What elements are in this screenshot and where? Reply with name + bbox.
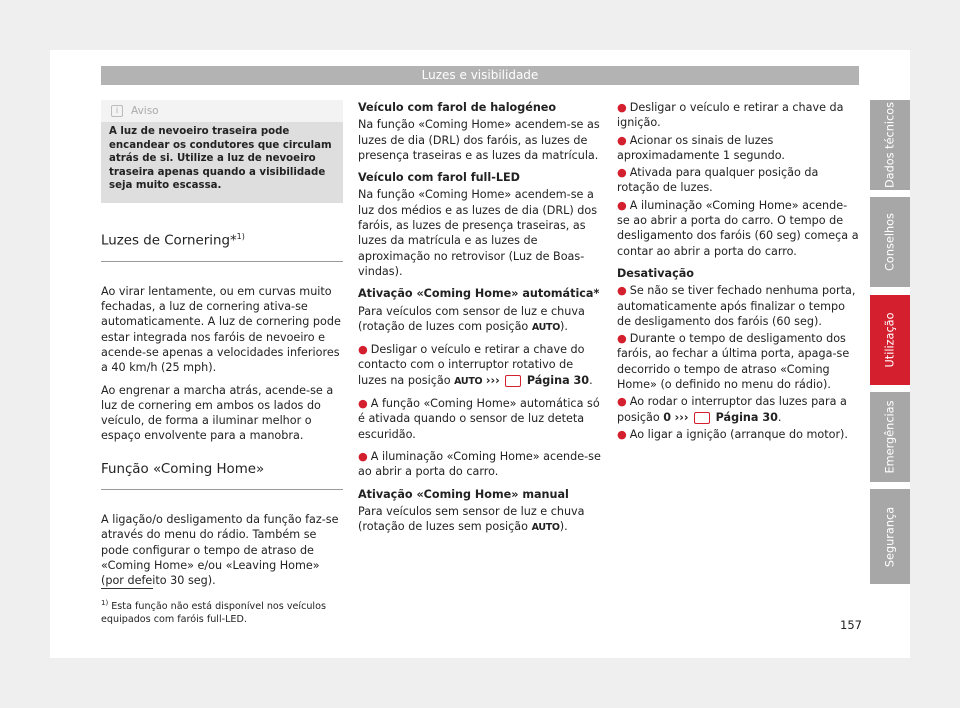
bullet-icon: ● — [617, 395, 627, 409]
book-icon[interactable] — [505, 375, 521, 387]
footnote-divider — [101, 588, 153, 589]
bullet-icon: ● — [617, 133, 627, 147]
subheading: Veículo com farol full-LED — [358, 171, 520, 185]
off-symbol: 0 — [663, 410, 672, 424]
warning-label: Aviso — [131, 105, 159, 117]
bullet-icon: ● — [617, 332, 627, 346]
list-item: ● Durante o tempo de desligamento dos faróis, ao fechar a última porta, apaga-se decorrido o tempo de atraso «Coming Home» (o definido no menu do rádio). — [617, 332, 850, 392]
list-item: ● A função «Coming Home» automática só é ativada quando o sensor de luz deteta escuridão. — [358, 397, 600, 441]
bullet-icon: ● — [358, 343, 368, 357]
section-title-coming-home: Função «Coming Home» — [101, 462, 343, 490]
paragraph: Ao virar lentamente, ou em curvas muito fechadas, a luz de cornering ativa-se automaticamente. A luz de cornering pode estar integrada nos faróis de nevoeiro e acende-se apenas a velocidades inferiores a 40 km/h (25 mph). — [101, 284, 341, 375]
column-left — [101, 100, 343, 595]
column-middle — [358, 100, 602, 542]
list-item: ● Acionar os sinais de luzes aproximadamente 1 segundo. — [617, 133, 785, 162]
paragraph: Na função «Coming Home» acendem-se as luzes de dia (DRL) dos faróis, as luzes de presença traseiras e as luzes da matrícula. — [358, 118, 600, 162]
list-item: ● A iluminação «Coming Home» acende-se ao abrir a porta do carro. — [358, 449, 601, 479]
subheading: Veículo com farol de halogéneo — [358, 101, 557, 114]
bullet-icon: ● — [617, 101, 627, 114]
warning-box — [101, 100, 343, 203]
list-item: ● Ativada para qualquer posição da rotação de luzes. — [617, 166, 819, 195]
footnote: $^{1)}$ Esta função não está disponível nos veículos equipados com faróis full-LED. — [101, 599, 326, 626]
arrow-icon: ››› — [485, 373, 500, 387]
subheading: Ativação «Coming Home» automática* — [358, 287, 600, 301]
column-right — [617, 100, 859, 449]
subheading: Ativação «Coming Home» manual — [358, 487, 569, 501]
bullet-icon: ● — [617, 284, 627, 298]
list-item: ● Ao rodar o interruptor das luzes para a posição 0 ››› Página 30. — [617, 395, 847, 424]
tab-dados-tecnicos[interactable]: Dados técnicos — [870, 100, 910, 190]
paragraph: Na função «Coming Home» acendem-se a luz dos médios e as luzes de dia (DRL) dos faróis, as luzes de presença traseiras, as luzes da matrícula e as luzes de aproximação no retrovisor (Luz de Boas-vindas). — [358, 188, 598, 278]
subheading: Desativação — [617, 266, 694, 280]
page-number: 157 — [840, 618, 862, 632]
tab-conselhos[interactable]: Conselhos — [870, 197, 910, 287]
tab-emergencias[interactable]: Emergências — [870, 392, 910, 482]
warning-header — [101, 100, 343, 122]
bullet-icon: ● — [358, 449, 368, 463]
page-link[interactable]: Página 30 — [715, 410, 778, 424]
auto-symbol: AUTO — [531, 522, 560, 534]
bullet-icon: ● — [617, 198, 627, 212]
tab-seguranca[interactable]: Segurança — [870, 489, 910, 584]
info-icon: i — [111, 105, 123, 117]
page-header: Luzes e visibilidade — [101, 66, 859, 85]
auto-symbol: AUTO — [454, 375, 483, 387]
bullet-icon: ● — [617, 166, 627, 180]
paragraph: Ao engrenar a marcha atrás, acende-se a luz de cornering em ambos os lados do veículo, de forma a iluminar melhor o espaço envolvente para a manobra. — [101, 383, 334, 443]
list-item: ● Desligar o veículo e retirar a chave do contacto com o interruptor rotativo de luzes na posição AUTO ››› Página 30. — [358, 343, 593, 387]
tab-utilizacao[interactable]: Utilização — [870, 295, 910, 385]
book-icon[interactable] — [694, 412, 710, 424]
bullet-icon: ● — [617, 427, 627, 441]
paragraph: A ligação/o desligamento da função faz-se através do menu do rádio. Também se pode configurar o tempo de atraso de «Coming Home» e/ou «Leaving Home» (por defeito 30 seg). — [101, 513, 339, 588]
list-item: ● Se não se tiver fechado nenhuma porta, automaticamente após finalizar o tempo de desligamento dos faróis (60 seg). — [617, 284, 856, 328]
bullet-icon: ● — [358, 397, 368, 411]
section-title-cornering: Luzes de Cornering*$^{1)}$ — [101, 229, 343, 262]
list-item: ● Desligar o veículo e retirar a chave da ignição. — [617, 101, 844, 130]
page-link[interactable]: Página 30 — [526, 373, 590, 387]
auto-symbol: AUTO — [531, 321, 560, 333]
list-item: ● Ao ligar a ignição (arranque do motor). — [617, 427, 848, 441]
list-item: ● A iluminação «Coming Home» acende-se ao abrir a porta do carro. O tempo de desligamento dos faróis (60 seg) começa a contar ao abrir a porta do carro. — [617, 198, 859, 258]
paragraph: Para veículos sem sensor de luz e chuva (rotação de luzes sem posição AUTO). — [358, 504, 585, 534]
paragraph: Para veículos com sensor de luz e chuva (rotação de luzes com posição AUTO). — [358, 304, 585, 333]
arrow-icon: ››› — [674, 410, 689, 424]
warning-text: A luz de nevoeiro traseira pode encandear os condutores que circulam atrás de si. Utilize a luz de nevoeiro traseira apenas quando a visibilidade seja muito escassa. — [109, 126, 332, 192]
